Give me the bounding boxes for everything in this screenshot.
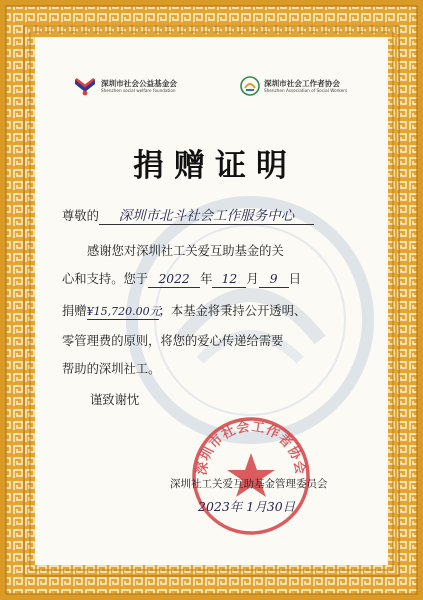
body-line-1: 感谢您对深圳社工关爱互助基金的关 bbox=[87, 244, 284, 258]
recipient-name: 深圳市北斗社会工作服务中心 bbox=[99, 209, 314, 225]
day-unit: 日 bbox=[288, 272, 302, 286]
body-line-5: 帮助的深圳社工。 bbox=[62, 362, 161, 376]
salutation-prefix: 尊敬的 bbox=[62, 209, 99, 223]
closing-text: 谨致谢忱 bbox=[90, 393, 140, 407]
foundation-logo-icon bbox=[73, 76, 97, 96]
donation-month: 12 bbox=[212, 272, 246, 288]
foundation-name-en: Shenzhen social welfare foundation bbox=[101, 87, 176, 93]
issuer-name: 深圳社工关爱互助基金管理委员会 bbox=[170, 478, 328, 490]
donate-suffix: ；本基金将秉持公开透明、 bbox=[158, 304, 307, 318]
year-unit: 年 bbox=[200, 272, 213, 286]
watermark-emblem bbox=[120, 190, 380, 450]
body-line-3 bbox=[62, 303, 306, 320]
body-line-4: 零管理费的原则，将您的爱心传递给需要 bbox=[62, 334, 284, 348]
foundation-logo bbox=[73, 76, 177, 96]
body-line-2 bbox=[62, 271, 301, 288]
foundation-name: 深圳市社会公益基金会 bbox=[101, 78, 177, 88]
donation-amount: ¥15,720.00元 bbox=[86, 305, 161, 318]
certificate-title: 捐赠证明 bbox=[133, 148, 297, 184]
salutation-line bbox=[62, 208, 314, 225]
issue-date: 2023年 1月30日 bbox=[198, 499, 296, 514]
donation-year: 2022 bbox=[148, 272, 200, 288]
donation-day: 9 bbox=[259, 272, 289, 288]
svg-text:深圳市社会工作者协会: 深圳市社会工作者协会 bbox=[194, 419, 308, 477]
body-text: 心和支持。您于 bbox=[62, 272, 149, 286]
month-unit: 月 bbox=[246, 272, 259, 286]
donate-prefix: 捐赠 bbox=[62, 304, 87, 318]
association-name: 深圳市社会工作者协会 bbox=[264, 78, 340, 88]
association-logo bbox=[240, 76, 347, 96]
association-logo-icon bbox=[240, 76, 260, 96]
association-name-en: Shenzhen Association of Social Workers bbox=[264, 87, 348, 93]
